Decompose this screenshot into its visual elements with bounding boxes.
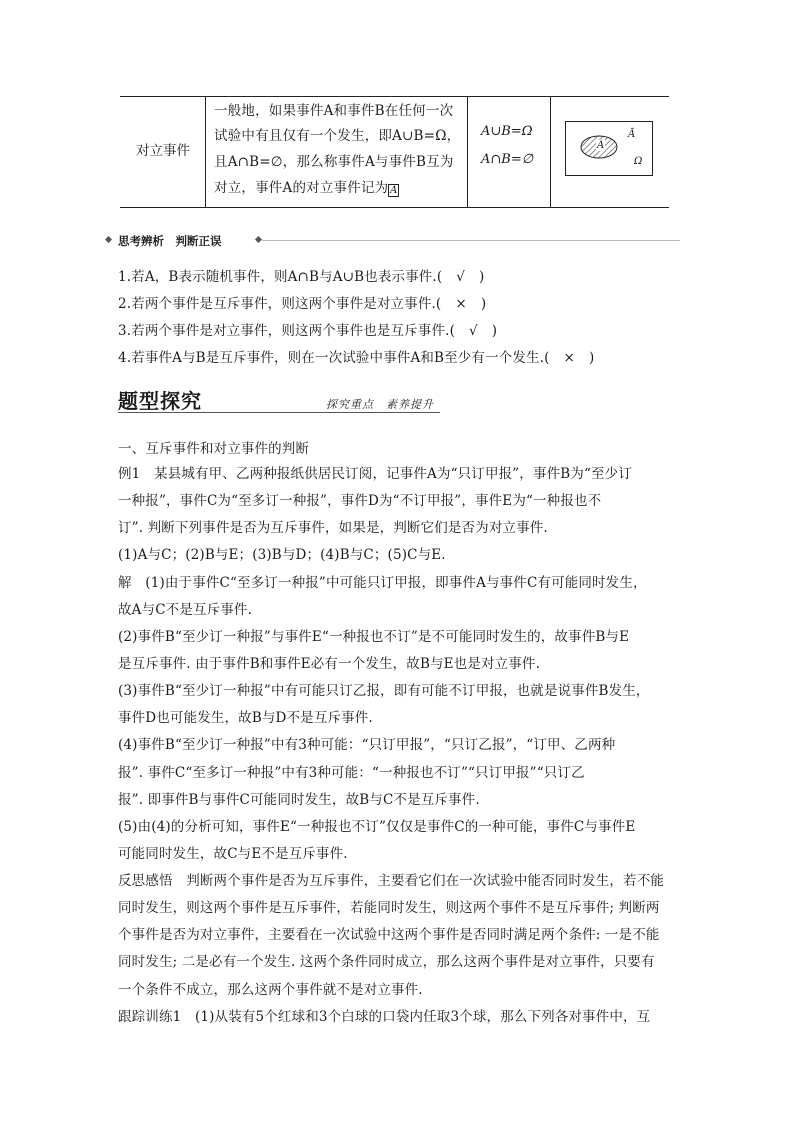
term-name: 对立事件 (136, 143, 190, 159)
chapter-subtitle: 探究重点 素养提升 (326, 398, 434, 411)
judgment-item: 1.若A，B表示随机事件，则A∩B与A∪B也表示事件.( √ ) (118, 269, 485, 285)
answer-mark: × (455, 296, 467, 312)
answer-mark: × (563, 350, 575, 366)
body-line: (2)事件B“至少订一种报”与事件E“一种报也不订”是不可能同时发生的，故事件B与E (118, 629, 630, 645)
body-line: (5)由(4)的分析可知，事件E“一种报也不订”仅仅是事件C的一种可能，事件C与事件E (118, 819, 636, 835)
definition-table (120, 96, 669, 208)
body-line: 同时发生; 二是必有一个发生. 这两个条件同时成立，那么这两个事件是对立事件，只要有 (118, 954, 655, 970)
formula-cell (467, 97, 551, 207)
body-line: 一个条件不成立，那么这两个事件就不是对立事件. (118, 982, 423, 998)
body-line: 反思感悟 判断两个事件是否为互斥事件，主要看它们在一次试验中能否同时发生，若不能 (118, 873, 664, 889)
answer-mark: √ (456, 269, 466, 285)
definition-line: 试验中有且仅有一个发生，即A∪B=Ω， (214, 128, 461, 144)
chapter-heading: 题型探究 (118, 389, 202, 413)
venn-label-a: A (597, 140, 605, 151)
body-line: (4)事件B“至少订一种报”中有3种可能：“只订甲报”，“只订乙报”，“订甲、乙两种 (118, 737, 616, 753)
body-line: 报”. 即事件B与事件C可能同时发生，故B与C不是互斥事件. (118, 792, 480, 808)
body-line: 可能同时发生，故C与E不是互斥事件. (118, 846, 348, 862)
body-line: (1)A与C；(2)B与E；(3)B与D；(4)B与C；(5)C与E. (118, 547, 446, 563)
judgment-item: 2.若两个事件是互斥事件，则这两个事件是对立事件.( × ) (118, 296, 487, 312)
body-line: 事件D也可能发生，故B与D不是互斥事件. (118, 710, 373, 726)
definition-line: 对立，事件A的对立事件记为 A (214, 180, 398, 196)
body-line: 例1 某县城有甲、乙两种报纸供居民订阅，记事件A为“只订甲报”，事件B为“至少订 (118, 466, 632, 482)
answer-mark: √ (469, 323, 478, 339)
section-title: 思考辨析 判断正误 (118, 234, 222, 248)
venn-label-complement: Ā (628, 129, 636, 140)
term-cell (120, 97, 205, 207)
body-line: 个事件是否为对立事件，主要看在一次试验中这两个事件是否同时满足两个条件: 一是不能 (118, 927, 660, 943)
body-line: (3)事件B“至少订一种报”中有可能只订乙报，即有可能不订甲报，也就是说事件B发生， (118, 683, 650, 699)
body-line: 是互斥事件. 由于事件B和事件E必有一个发生，故B与E也是对立事件. (118, 656, 541, 672)
definition-cell (205, 97, 468, 207)
body-line: 解 (1)由于事件C“至多订一种报”中可能只订甲报，即事件A与事件C有可能同时发生， (118, 575, 647, 591)
formula-intersection: A∩B=∅ (481, 152, 534, 167)
heading-underline (118, 412, 440, 413)
judgment-item: 4.若事件A与B是互斥事件，则在一次试验中事件A和B至少有一个发生.( × ) (118, 350, 595, 366)
section-bullet-icon (105, 236, 112, 243)
venn-label-universe: Ω (634, 156, 643, 167)
section-bullet-icon (255, 236, 262, 243)
judgment-item: 3.若两个事件是对立事件，则这两个事件也是互斥事件.( √ ) (118, 323, 498, 339)
definition-line: 且A∩B=∅，那么称事件A与事件B互为 (214, 154, 454, 170)
definition-line: 一般地，如果事件A和事件B在任何一次 (214, 103, 454, 119)
body-line: 一种报”，事件C为“至多订一种报”，事件D为“不订甲报”，事件E为“一种报也不 (118, 493, 602, 509)
complement-symbol: A (390, 185, 398, 196)
topic-subheading: 一、互斥事件和对立事件的判断 (118, 441, 310, 457)
body-line: 订”. 判断下列事件是否为互斥事件，如果是，判断它们是否为对立事件. (118, 520, 548, 536)
body-line: 报”. 事件C“至多订一种报”中有3种可能：“一种报也不订”“只订甲报”“只订乙 (118, 765, 585, 781)
venn-diagram (565, 121, 653, 176)
section-divider (262, 240, 680, 241)
diagram-cell (550, 97, 670, 207)
body-line: 故A与C不是互斥事件. (118, 602, 253, 618)
body-line: 同时发生，则这两个事件是互斥事件，若能同时发生，则这两个事件不是互斥事件; 判断两 (118, 900, 660, 916)
formula-union: A∪B=Ω (481, 124, 533, 139)
venn-ellipse (566, 122, 652, 175)
body-line: 跟踪训练1 (1)从装有5个红球和3个白球的口袋内任取3个球，那么下列各对事件中，互 (118, 1009, 651, 1025)
